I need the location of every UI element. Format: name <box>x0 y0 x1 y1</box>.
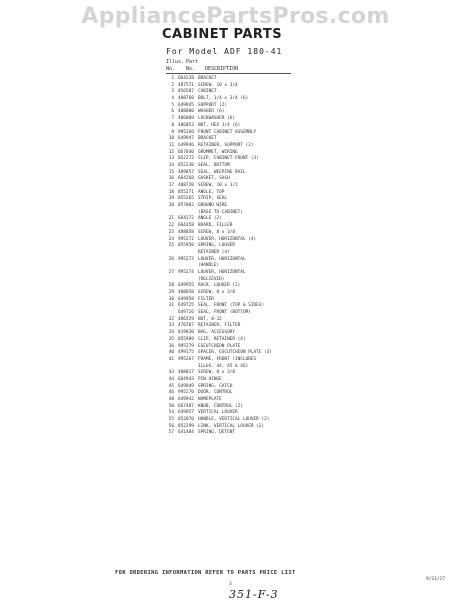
part-description: VERTICAL LOUVER <box>198 410 238 416</box>
watermark: AppliancePartsPros.com <box>81 4 390 29</box>
part-description: SEAL, WEEPING RAIL <box>198 169 246 175</box>
part-description: FRAME, FRONT (INCLUDES <box>198 356 257 362</box>
part-description: BOARD, FILLER <box>198 223 233 229</box>
part-description: (RELIEVED) <box>198 276 225 282</box>
parts-row <box>166 243 316 250</box>
parts-row <box>166 76 316 83</box>
illus-number: 11 <box>168 142 174 148</box>
part-description: BRACKET <box>198 136 217 142</box>
part-number: 649947 <box>178 136 194 142</box>
illus-number: 43 <box>168 370 174 376</box>
part-description: RETAINER, FILTER <box>198 323 241 329</box>
parts-row <box>166 136 316 143</box>
part-number: 855909 <box>178 336 194 342</box>
part-description: SEAL, BOTTOM <box>198 162 230 168</box>
part-description: GROMMET, WIRING <box>198 149 238 155</box>
part-description: (HANDLE) <box>198 263 220 269</box>
part-number: 649946 <box>178 142 194 148</box>
illus-number: 33 <box>168 323 174 329</box>
part-description: ANGLE, TOP <box>198 189 225 195</box>
part-number: 995267 <box>178 356 194 362</box>
part-number: 667840 <box>178 149 194 155</box>
parts-row <box>166 163 316 170</box>
illus-number: 36 <box>168 343 174 349</box>
part-number: 995272 <box>178 236 194 242</box>
illus-number: 34 <box>168 330 174 336</box>
illus-number: 57 <box>168 430 174 436</box>
ordering-footer: FOR ORDERING INFORMATION REFER TO PARTS PRICE LIST <box>115 570 296 576</box>
part-number: 664228 <box>178 76 194 81</box>
parts-row <box>166 96 316 103</box>
part-number: 488017 <box>178 370 194 376</box>
illus-number: 5 <box>171 102 174 108</box>
illus-number: 22 <box>168 223 174 229</box>
part-number: 499175 <box>178 350 194 356</box>
parts-row <box>166 263 316 270</box>
parts-row <box>166 337 316 344</box>
illus-number: 41 <box>168 356 174 362</box>
part-number: 664272 <box>178 216 194 222</box>
illus-number: 17 <box>168 183 174 188</box>
part-number: 664943 <box>178 376 194 382</box>
part-description: CABINET <box>198 89 217 95</box>
part-number: 641484 <box>178 430 194 436</box>
part-description: (BASE TO CABINET) <box>198 209 243 215</box>
part-description: SCREW, 10 x 3/4 <box>198 82 238 88</box>
illus-number: 9 <box>171 129 174 135</box>
parts-row <box>166 390 316 397</box>
header-divider <box>166 73 291 74</box>
header-no-part: No. <box>186 66 196 72</box>
parts-row <box>166 183 316 190</box>
part-number: 995260 <box>178 129 194 135</box>
part-description: SUPPORT (2) <box>198 102 228 108</box>
part-number: 649945 <box>178 102 194 108</box>
part-description: SPRING, DETENT <box>198 430 236 436</box>
illus-number: 8 <box>171 122 174 128</box>
illus-number: 16 <box>168 176 174 182</box>
part-number: 649942 <box>178 397 194 402</box>
part-number: 489857 <box>178 169 194 175</box>
illus-number: 55 <box>168 417 174 423</box>
part-number: 856587 <box>178 89 194 95</box>
parts-list <box>166 76 316 437</box>
part-description: RETAINER, SUPPORT (2) <box>198 142 254 148</box>
part-description: BRACKET <box>198 76 217 81</box>
illus-number: 3 <box>171 89 174 95</box>
illus-number: 27 <box>168 269 174 275</box>
illus-number: 4 <box>171 96 174 102</box>
illus-number: 21 <box>168 216 174 222</box>
part-number: 649949 <box>178 383 194 389</box>
illus-number: 23 <box>168 229 174 235</box>
illus-number: 26 <box>168 256 174 262</box>
illus-number: 45 <box>168 383 174 389</box>
parts-row <box>166 370 316 377</box>
illus-number: 10 <box>168 136 174 142</box>
part-number: 649958 <box>178 296 194 302</box>
part-description: STRIP, SEAL <box>198 196 228 202</box>
part-description: CLIP, RETAINER (4) <box>198 336 246 342</box>
part-description: GASKET, SASH <box>198 176 230 182</box>
parts-row <box>166 310 316 317</box>
part-description: BOLT, 1/4 x 3/4 (6) <box>198 96 249 102</box>
part-number: 488760 <box>178 96 194 102</box>
part-description: LOUVER, HORIZONTAL <box>198 256 246 262</box>
header-description: DESCRIPTION <box>205 66 239 72</box>
illus-number: 50 <box>168 403 174 409</box>
part-number: 488858 <box>178 290 194 295</box>
page-number: 3 <box>229 582 232 587</box>
illus-number: 46 <box>168 390 174 396</box>
part-description: SCREW, 10 x 1/2 <box>198 183 238 188</box>
parts-row <box>166 223 316 230</box>
illus-number: 48 <box>168 397 174 402</box>
header-no-illus: No. <box>166 66 176 72</box>
illus-number: 44 <box>168 376 174 382</box>
illus-number: 28 <box>168 283 174 289</box>
part-description: LINK, VERTICAL LOUVER (2) <box>198 423 265 429</box>
part-number: 649725 <box>178 303 194 309</box>
illus-number: 1 <box>171 76 174 81</box>
part-number: 664268 <box>178 176 194 182</box>
part-description: SPRING, CATCH <box>198 383 233 389</box>
part-number: 649957 <box>178 410 194 416</box>
illus-number: 18 <box>168 189 174 195</box>
part-number: 486529 <box>178 316 194 322</box>
parts-row <box>166 116 316 123</box>
part-number <box>178 263 195 270</box>
part-number <box>178 250 195 257</box>
part-number: 649726 <box>178 310 194 316</box>
part-description: LOUVER, HORIZONTAL (4) <box>198 236 257 242</box>
illus-number: 54 <box>168 410 174 416</box>
part-number: 995279 <box>178 343 194 349</box>
part-number: 819830 <box>178 330 194 336</box>
part-number: 855265 <box>178 196 194 202</box>
illus-number: 15 <box>168 169 174 175</box>
part-description: WASHER (6) <box>198 109 225 115</box>
part-number: 855950 <box>178 243 194 249</box>
header-part: Part <box>186 59 199 65</box>
part-number: 855271 <box>178 189 194 195</box>
part-description: NAMEPLATE <box>198 397 222 402</box>
part-number: 852272 <box>178 156 194 162</box>
part-number: 852230 <box>178 162 194 168</box>
parts-row <box>166 417 316 424</box>
part-description: SCREW, 8 x 3/8 <box>198 229 236 235</box>
parts-row <box>166 397 316 404</box>
part-description: ILLUS. 44, 45 & 46) <box>198 363 249 369</box>
part-description: BAG, ACCESSORY <box>198 330 236 336</box>
part-description: CLIP, CABINET FRONT (3) <box>198 156 259 162</box>
part-description: NUT, 8-32 <box>198 316 222 322</box>
illus-number: 19 <box>168 196 174 202</box>
illus-number: 6 <box>171 109 174 115</box>
part-number: 487571 <box>178 82 194 88</box>
part-description: LOUVER, HORIZONTAL <box>198 269 246 275</box>
part-description: ESCUTCHEON PLATE <box>198 343 241 349</box>
parts-row <box>166 123 316 130</box>
part-number: 852299 <box>178 423 194 429</box>
part-number: 995270 <box>178 390 194 396</box>
part-number: 664358 <box>178 223 194 229</box>
illus-number: 56 <box>168 423 174 429</box>
illus-number: 32 <box>168 316 174 322</box>
part-description: GROUND WIRE <box>198 203 228 209</box>
part-number: 667487 <box>178 403 194 409</box>
part-description: ANGLE (2) <box>198 216 222 222</box>
part-number: 649955 <box>178 283 194 289</box>
part-number: 852070 <box>178 417 194 423</box>
parts-row <box>166 283 316 290</box>
part-number: 488858 <box>178 229 194 235</box>
illus-number: 2 <box>171 82 174 88</box>
part-description: SCREW, 8 x 3/8 <box>198 290 236 295</box>
date-code: 9/21/27 <box>426 577 445 582</box>
part-description: PIN HINGE <box>198 376 222 382</box>
parts-row <box>166 230 316 237</box>
part-number: 486053 <box>178 122 194 128</box>
part-description: FILTER <box>198 296 214 302</box>
part-number: 476707 <box>178 323 194 329</box>
part-description: SEAL, FRONT (BOTTOM) <box>198 310 251 316</box>
part-description: HANDLE, VERTICAL LOUVER (2) <box>198 417 270 423</box>
illus-number: 20 <box>168 203 174 209</box>
illus-number: 35 <box>168 336 174 342</box>
page-title: CABINET PARTS <box>162 27 283 42</box>
part-description: RETAINER (4) <box>198 249 230 255</box>
parts-row <box>166 330 316 337</box>
part-description: KNOB, CONTROL (2) <box>198 403 243 409</box>
parts-row <box>166 270 316 277</box>
handwritten-reference: 351-F-3 <box>229 588 279 601</box>
parts-row <box>166 176 316 183</box>
part-description: FRONT CABINET ASSEMBLY <box>198 129 257 135</box>
part-description: SPACER, ESCUTCHEON PLATE (3) <box>198 350 273 356</box>
illus-number: 7 <box>171 116 174 122</box>
part-number: 488720 <box>178 183 194 188</box>
part-description: SEAL, FRONT (TOP & SIDES) <box>198 303 265 309</box>
parts-row <box>166 430 316 437</box>
part-number: 488800 <box>178 109 194 115</box>
parts-row <box>166 357 316 364</box>
parts-row <box>166 257 316 264</box>
part-number: 486009 <box>178 116 194 122</box>
parts-row <box>166 143 316 150</box>
header-illus: Illus. <box>166 59 185 65</box>
illus-number: 13 <box>168 156 174 162</box>
part-description: LOCKWASHER (6) <box>198 116 236 122</box>
part-number: 995274 <box>178 269 194 275</box>
illus-number: 40 <box>168 350 174 356</box>
part-description: SPRING, LOUVER <box>198 243 236 249</box>
part-description: SCREW, 8 x 3/8 <box>198 370 236 376</box>
parts-row <box>166 350 316 357</box>
part-number: 995273 <box>178 256 194 262</box>
part-description: NUT, HEX 1/4 (6) <box>198 122 241 128</box>
illus-number <box>166 310 174 317</box>
parts-row <box>166 377 316 384</box>
model-line: For Model ADF 180-41 <box>166 47 283 56</box>
illus-number: 31 <box>168 303 174 309</box>
parts-row <box>166 203 316 210</box>
illus-number <box>166 263 174 270</box>
part-description: RACK, LOUVER (2) <box>198 283 241 289</box>
parts-row <box>166 290 316 297</box>
illus-number: 12 <box>168 149 174 155</box>
illus-number <box>166 250 174 257</box>
part-number: 857002 <box>178 203 194 209</box>
part-description: DOOR, CONTROL <box>198 390 233 396</box>
illus-number: 24 <box>168 236 174 242</box>
illus-number: 25 <box>168 243 174 249</box>
illus-number: 14 <box>168 162 174 168</box>
illus-number: 29 <box>168 290 174 295</box>
illus-number: 30 <box>168 296 174 302</box>
parts-row <box>166 250 316 257</box>
parts-row <box>166 156 316 163</box>
